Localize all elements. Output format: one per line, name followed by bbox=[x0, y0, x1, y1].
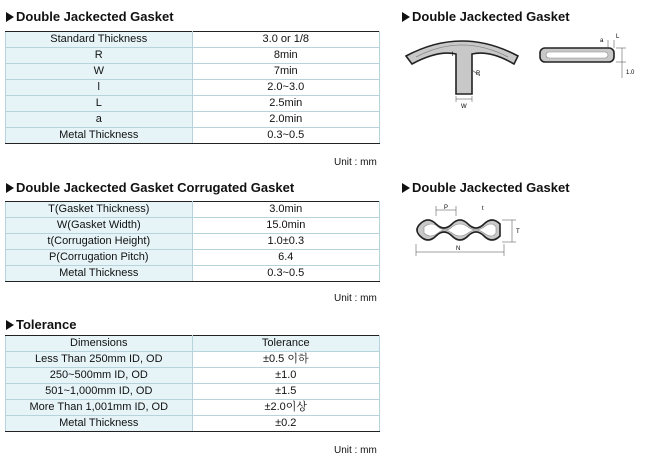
table-row: Standard Thickness 3.0 or 1/8 bbox=[6, 32, 380, 48]
table-row: 501~1,000mm ID, OD ±1.5 bbox=[6, 384, 380, 400]
table-row: L 2.5min bbox=[6, 96, 380, 112]
label-l: l bbox=[452, 52, 454, 58]
label-L: L bbox=[616, 34, 620, 40]
section-title-corrugated: Double Jackected Gasket Corrugated Gasket bbox=[6, 180, 294, 195]
table-row: Metal Thickness ±0.2 bbox=[6, 416, 380, 432]
table-row: T(Gasket Thickness) 3.0min bbox=[6, 202, 380, 218]
table-row: t(Corrugation Height) 1.0±0.3 bbox=[6, 234, 380, 250]
table-row: Metal Thickness 0.3~0.5 bbox=[6, 128, 380, 144]
unit-label: Unit : mm bbox=[334, 293, 377, 304]
table-row: Metal Thickness 0.3~0.5 bbox=[6, 266, 380, 282]
spec-table-corrugated bbox=[5, 201, 380, 282]
label-p: P bbox=[444, 205, 449, 211]
unit-label: Unit : mm bbox=[334, 445, 377, 456]
table-row: Less Than 250mm ID, OD ±0.5 이하 bbox=[6, 352, 380, 368]
double-jacketed-gasket-diagram bbox=[402, 30, 642, 110]
label-r: R bbox=[476, 71, 481, 77]
corrugated-gasket-diagram bbox=[412, 202, 532, 262]
table-row: Dimensions Tolerance bbox=[6, 336, 380, 352]
label-thickness: 1.0 bbox=[626, 70, 635, 76]
spec-table-double-jacketed bbox=[5, 31, 380, 144]
figure-title-double-jacketed: Double Jackected Gasket bbox=[402, 9, 570, 24]
spec-table-tolerance bbox=[5, 335, 380, 432]
arrow-icon bbox=[6, 320, 14, 330]
label-a: a bbox=[600, 38, 604, 44]
table-row: R 8min bbox=[6, 48, 380, 64]
arrow-icon bbox=[6, 183, 14, 193]
table-row: W 7min bbox=[6, 64, 380, 80]
label-n: N bbox=[456, 246, 461, 252]
arrow-icon bbox=[6, 12, 14, 22]
table-row: W(Gasket Width) 15.0min bbox=[6, 218, 380, 234]
arrow-icon bbox=[402, 183, 410, 193]
unit-label: Unit : mm bbox=[334, 157, 377, 168]
table-row: a 2.0min bbox=[6, 112, 380, 128]
table-row: l 2.0~3.0 bbox=[6, 80, 380, 96]
section-title-double-jacketed: Double Jackected Gasket bbox=[6, 9, 174, 24]
table-row: 250~500mm ID, OD ±1.0 bbox=[6, 368, 380, 384]
table-row: More Than 1,001mm ID, OD ±2.0이상 bbox=[6, 400, 380, 416]
section-title-tolerance: Tolerance bbox=[6, 317, 76, 332]
label-T: T bbox=[516, 229, 520, 235]
arrow-icon bbox=[402, 12, 410, 22]
label-t: t bbox=[482, 206, 484, 212]
label-w: W bbox=[461, 104, 467, 110]
table-row: P(Corrugation Pitch) 6.4 bbox=[6, 250, 380, 266]
figure-title-corrugated: Double Jackected Gasket bbox=[402, 180, 570, 195]
